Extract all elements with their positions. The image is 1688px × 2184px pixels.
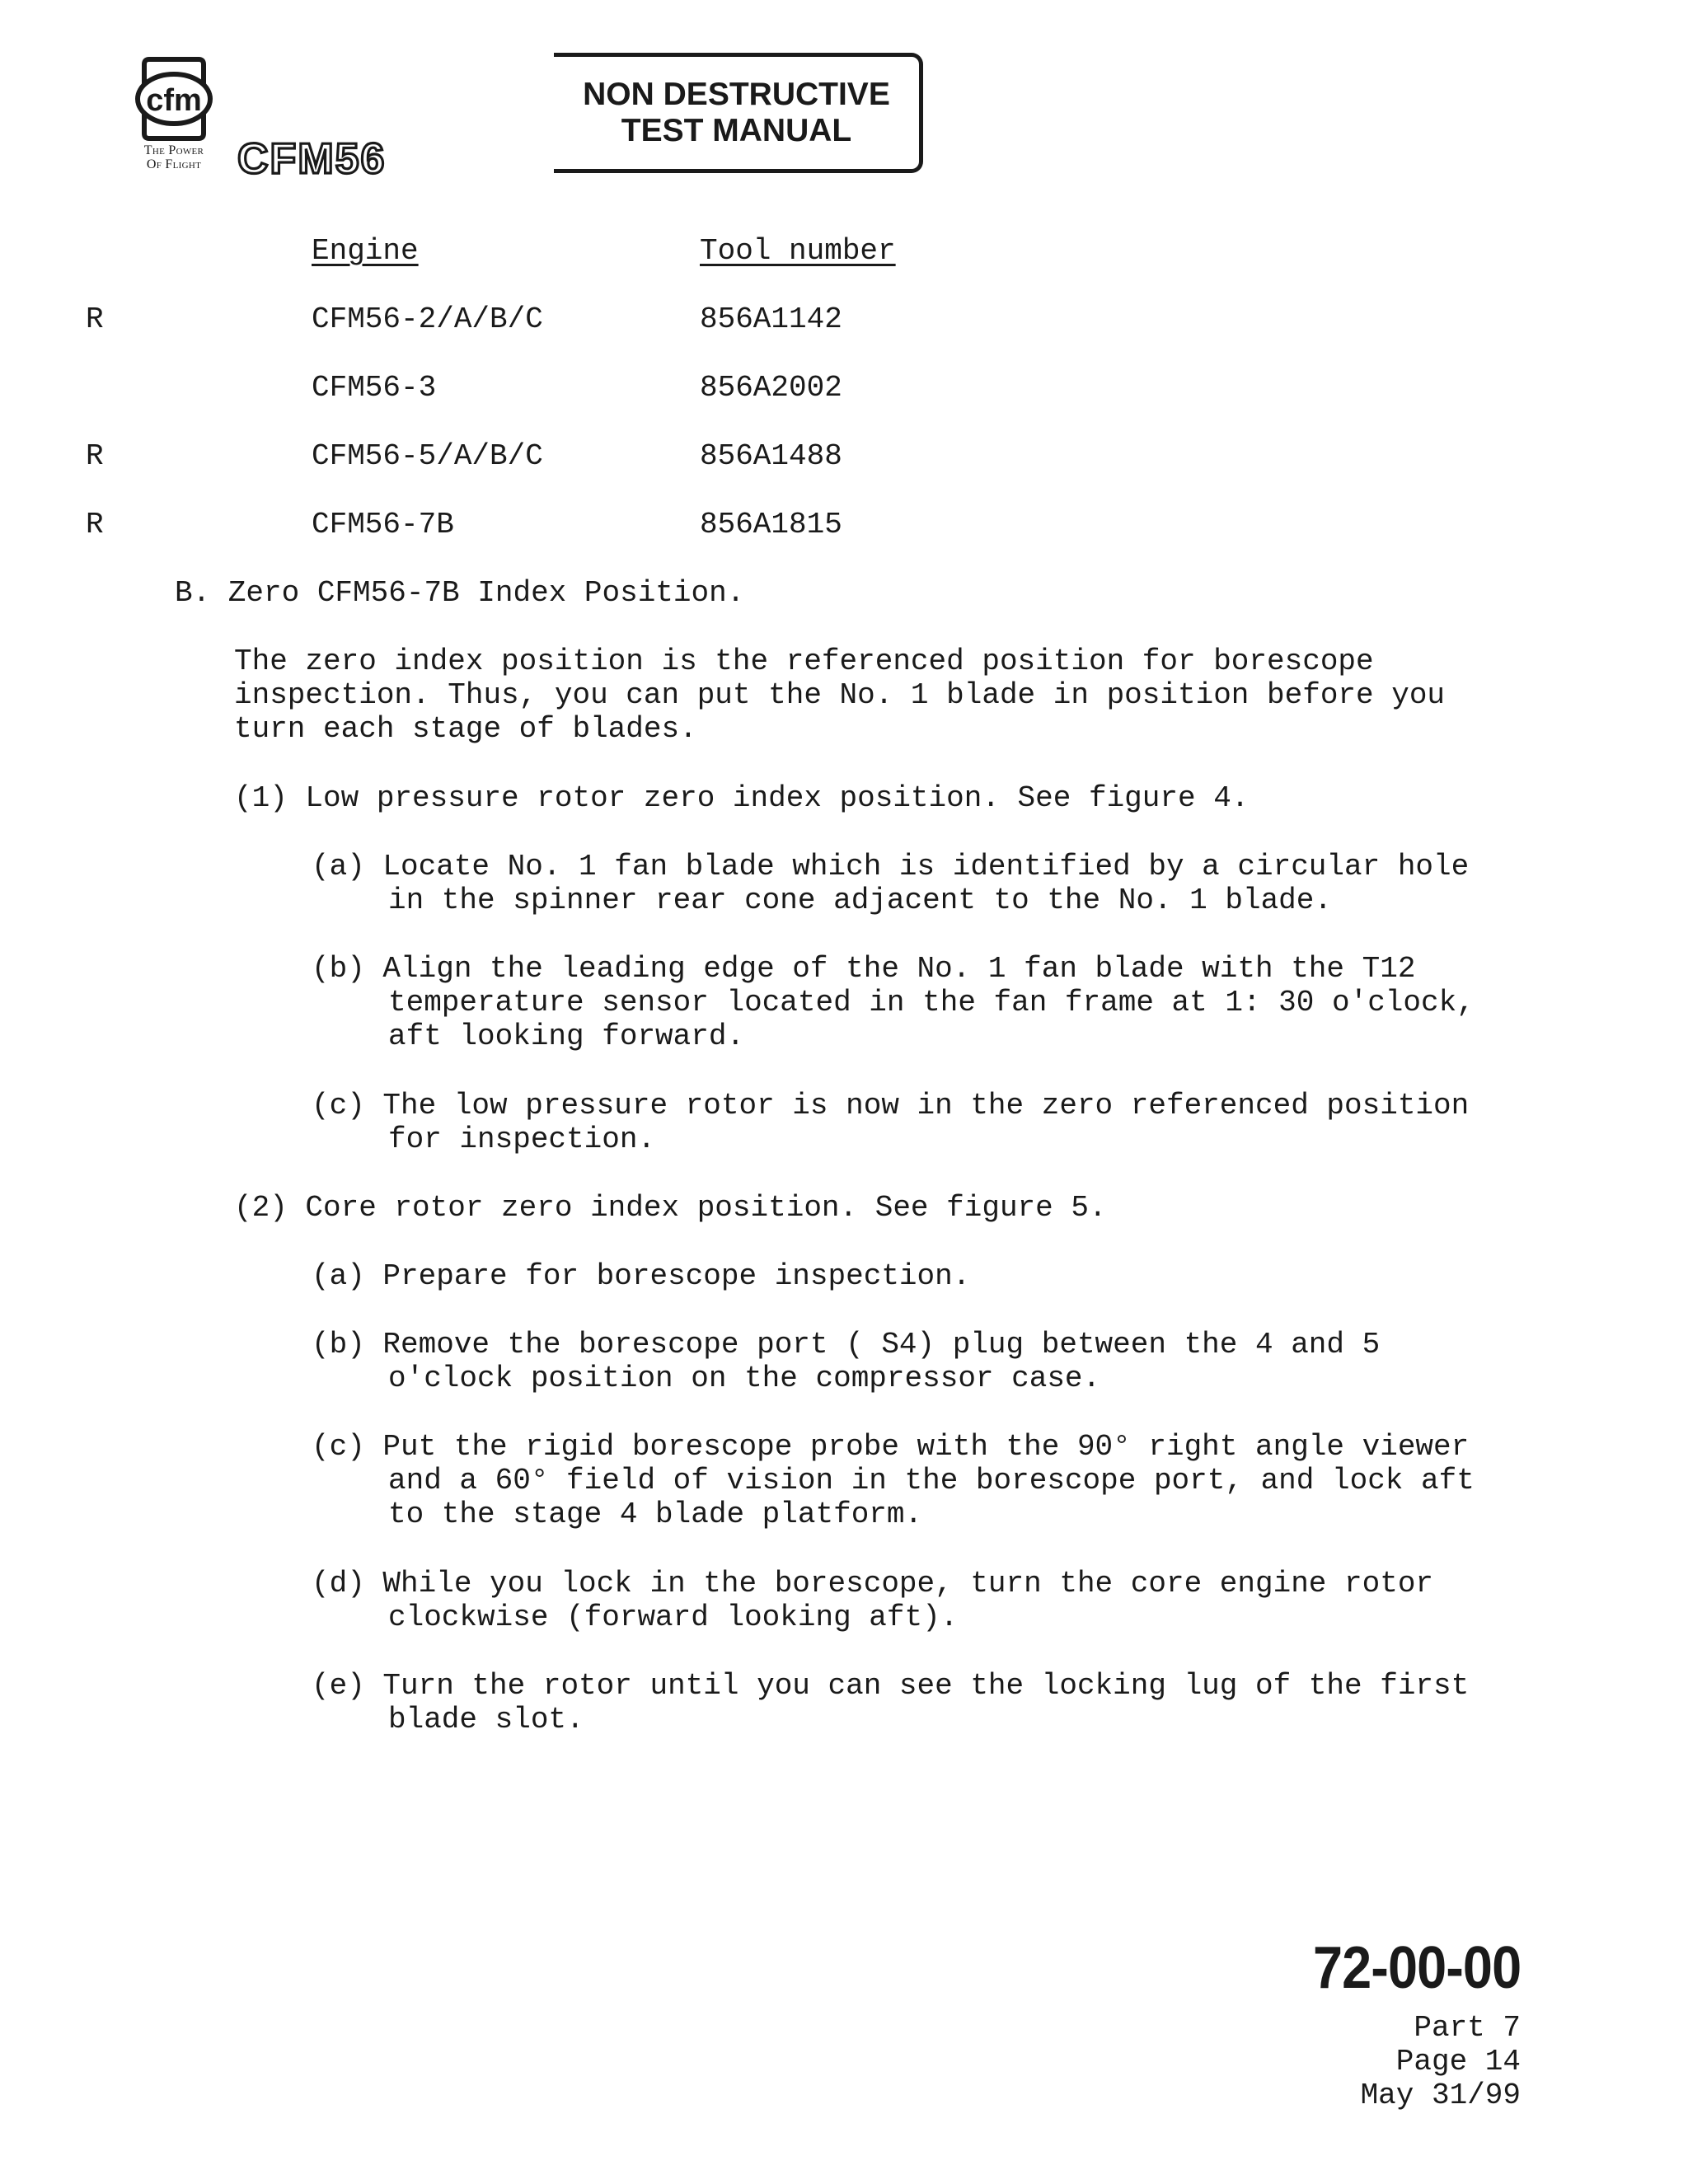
step-2e [312,1669,1469,1736]
intro-line: turn each stage of blades. [234,712,697,746]
cfm56-product-logo [236,135,450,185]
item-line: for inspection. [388,1122,656,1156]
item-line: (c) The low pressure rotor is now in the zero referenced position [312,1089,1470,1122]
item-line: o'clock position on the compressor case. [388,1361,1101,1395]
item-line: (a) Locate No. 1 fan blade which is identified by a circular hole [312,850,1470,883]
document-number: 72-00-00 [1312,1935,1521,2001]
item-line: (e) Turn the rotor until you can see the locking lug of the first [312,1669,1470,1703]
step-2a [312,1259,970,1293]
cfm-logo [120,51,236,185]
section-b-heading: B. Zero CFM56-7B Index Position. [175,576,745,610]
intro-line: The zero index position is the referenced position for borescope [234,644,1374,678]
step-1-heading: (1) Low pressure rotor zero index position. See figure 4. [234,781,1250,815]
item-line: (d) While you lock in the borescope, turn the core engine rotor [312,1567,1434,1601]
item-line: (c) Put the rigid borescope probe with the 90° right angle viewer [312,1430,1470,1464]
logo-tagline-line-1: The Power [143,143,204,157]
cfm-logo-text: cfm [146,83,202,118]
tool-number-cell: 856A2002 [700,371,842,405]
revision-mark: R [86,439,104,473]
item-line: clockwise (forward looking aft). [388,1601,959,1634]
item-line: (a) Prepare for borescope inspection. [312,1259,971,1293]
step-1b [312,952,1475,1053]
logo-tagline-line-2: Of Flight [146,157,202,171]
intro-line: inspection. Thus, you can put the No. 1 blade in position before you [234,678,1446,712]
product-name: CFM56 [237,135,387,183]
engine-cell: CFM56-2/A/B/C [312,302,543,336]
item-line: to the stage 4 blade platform. [388,1497,923,1531]
manual-title-line-1: NON DESTRUCTIVE [583,77,890,112]
item-line: (b) Remove the borescope port ( S4) plug between the 4 and 5 [312,1328,1381,1361]
footer-page: Page 14 [1395,2045,1521,2079]
cfm-logo-mark [133,53,215,145]
item-line: (b) Align the leading edge of the No. 1 fan blade with the T12 [312,952,1416,986]
step-2c [312,1430,1475,1531]
step-2b [312,1328,1380,1395]
column-header-tool-number: Tool number [700,234,896,268]
item-line: temperature sensor located in the fan frame at 1: 30 o'clock, [388,986,1475,1019]
revision-mark: R [86,302,104,336]
revision-mark: R [86,508,104,541]
footer-date: May 31/99 [1360,2079,1521,2112]
tool-number-cell: 856A1815 [700,508,842,541]
manual-title-line-2: TEST MANUAL [621,113,852,148]
step-1a [312,850,1469,917]
step-2d [312,1567,1433,1634]
item-line: blade slot. [388,1703,584,1736]
item-line: and a 60° field of vision in the borescope port, and lock aft [388,1464,1475,1497]
item-line: in the spinner rear cone adjacent to the No. 1 blade. [388,883,1332,917]
footer-part: Part 7 [1414,2011,1521,2045]
logo-tagline [120,143,227,171]
column-header-engine: Engine [312,234,419,268]
item-line: aft looking forward. [388,1019,745,1053]
step-2-heading: (2) Core rotor zero index position. See figure 5. [234,1191,1107,1225]
tool-number-cell: 856A1488 [700,439,842,473]
manual-title-box [554,53,923,173]
engine-cell: CFM56-7B [312,508,454,541]
section-b-intro [234,644,1445,746]
step-1c [312,1089,1469,1156]
tool-number-cell: 856A1142 [700,302,842,336]
engine-cell: CFM56-5/A/B/C [312,439,543,473]
engine-cell: CFM56-3 [312,371,437,405]
